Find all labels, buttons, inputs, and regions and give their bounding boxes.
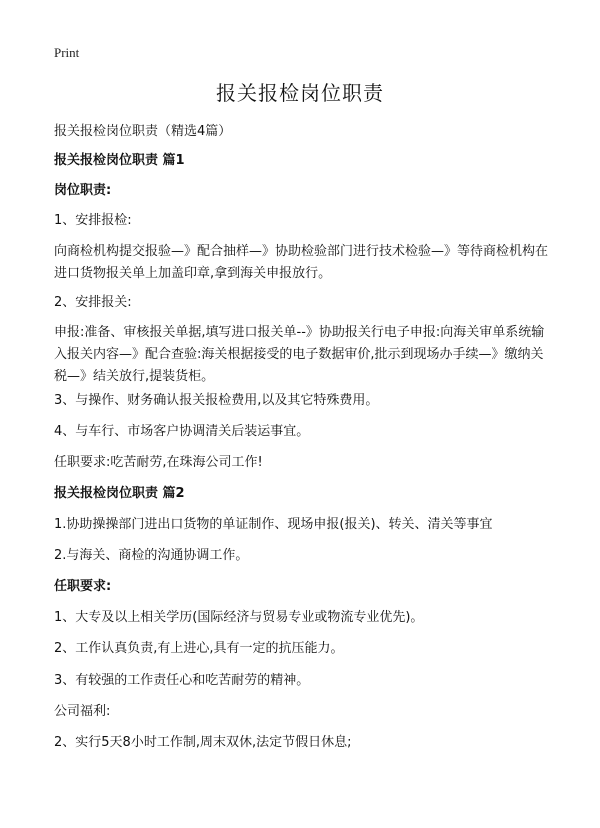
duty-item-3: 3、与操作、财务确认报关报检费用,以及其它特殊费用。 (54, 393, 379, 408)
document-title: 报关报检岗位职责 (216, 81, 384, 105)
duty-item-1-title: 1、安排报检: (54, 213, 132, 228)
section-heading-part1: 报关报检岗位职责 篇1 (54, 153, 185, 168)
welfare-item-2: 2、实行5天8小时工作制,周末双休,法定节假日休息; (54, 735, 352, 750)
duty-item-2-title: 2、安排报关: (54, 295, 132, 310)
part2-item-1: 1.协助操操部门进出口货物的单证制作、现场申报(报关)、转关、清关等事宜 (54, 517, 493, 532)
print-link[interactable]: Print (54, 45, 80, 60)
duty-item-4: 4、与车行、市场客户协调清关后装运事宜。 (54, 424, 310, 439)
requirement-item-1: 1、大专及以上相关学历(国际经济与贸易专业或物流专业优先)。 (54, 610, 424, 625)
part2-item-2: 2.与海关、商检的沟通协调工作。 (54, 548, 249, 563)
welfare-heading: 公司福利: (54, 704, 111, 719)
requirement-line: 任职要求:吃苦耐劳,在珠海公司工作! (54, 455, 263, 470)
requirements-heading: 任职要求: (54, 579, 112, 594)
requirement-item-3: 3、有较强的工作责任心和吃苦耐劳的精神。 (54, 673, 310, 688)
requirement-item-2: 2、工作认真负责,有上进心,具有一定的抗压能力。 (54, 641, 344, 656)
duty-item-1-body: 向商检机构提交报验—》配合抽样—》协助检验部门进行技术检验—》等待商检机构在进口货物报关单上加盖印章,拿到海关申报放行。 (54, 244, 549, 281)
section-heading-part2: 报关报检岗位职责 篇2 (54, 486, 185, 501)
document-subtitle: 报关报检岗位职责（精选4篇） (54, 124, 232, 139)
duty-item-2-body: 申报:准备、审核报关单据,填写进口报关单--》协助报关行电子申报:向海关审单系统输入报关内容—》配合查验:海关根据接受的电子数据审价,批示到现场办手续—》缴纳关税—》结关放行,提装货柜。 (54, 325, 545, 384)
duties-heading: 岗位职责: (54, 183, 112, 198)
